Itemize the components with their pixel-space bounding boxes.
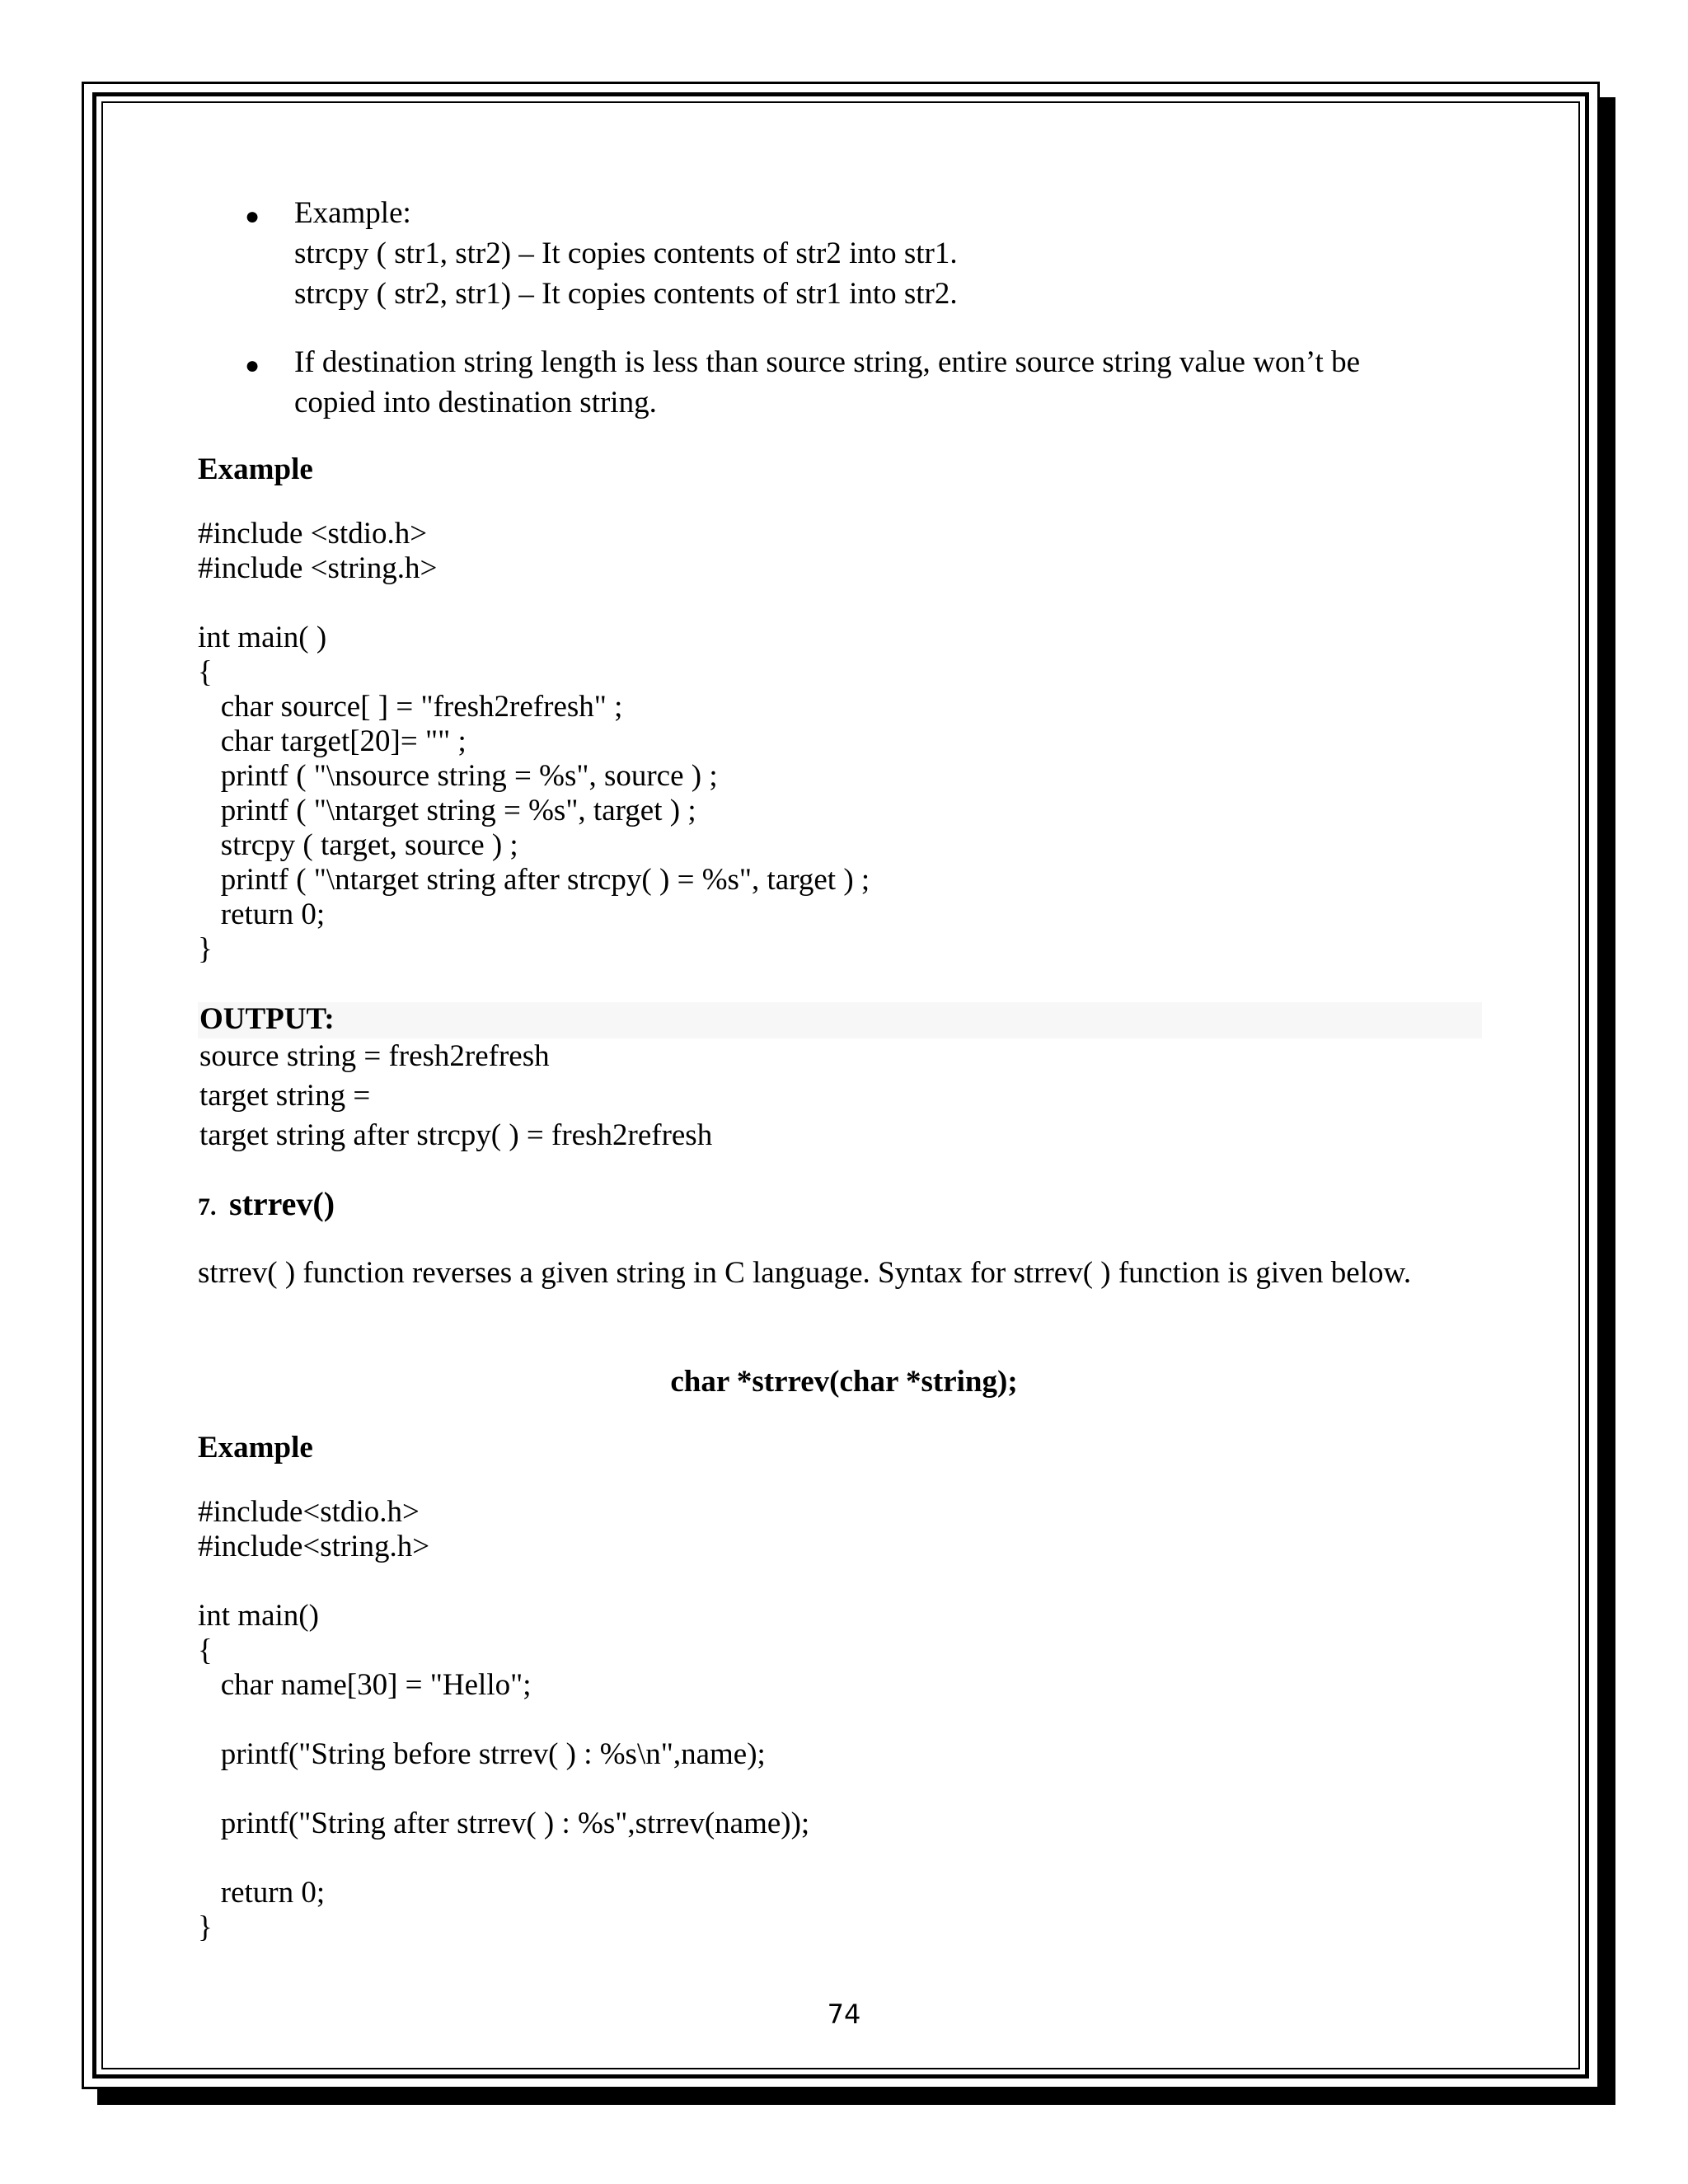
section-number: 7. [198, 1193, 217, 1221]
example-1-heading: Example [198, 452, 313, 486]
code-line: char target[20]= "" ; [198, 724, 467, 758]
code-line: char source[ ] = "fresh2refresh" ; [198, 690, 623, 724]
code-line: #include <stdio.h> [198, 517, 428, 551]
output-heading-band [198, 1002, 1482, 1038]
bullet-1-line-3: strcpy ( str2, str1) – It copies contents of str1 into str2. [294, 277, 958, 311]
section-description: strrev( ) function reverses a given string in C language. Syntax for strrev( ) function is given below. [198, 1256, 1412, 1290]
code-line: printf ( "\ntarget string = %s", target ) ; [198, 794, 696, 827]
code-line: #include<string.h> [198, 1530, 430, 1563]
code-line: #include<stdio.h> [198, 1495, 420, 1529]
code-line: } [198, 1910, 213, 1944]
code-line: return 0; [198, 1876, 326, 1910]
bullet-1-line-2: strcpy ( str1, str2) – It copies contents of str2 into str1. [294, 237, 958, 270]
code-line: strcpy ( target, source ) ; [198, 828, 518, 862]
code-line: #include <string.h> [198, 551, 438, 585]
bullet-dot: ● [245, 203, 260, 230]
output-heading: OUTPUT: [199, 1002, 335, 1036]
output-line: source string = fresh2refresh [199, 1039, 550, 1073]
code-line: { [198, 655, 213, 689]
code-line: int main( ) [198, 621, 327, 654]
code-line: { [198, 1633, 213, 1667]
bullet-2-line-2: copied into destination string. [294, 386, 657, 419]
code-line: printf ( "\ntarget string after strcpy( ) = %s", target ) ; [198, 863, 870, 897]
bullet-2-line-1: If destination string length is less than source string, entire source string value won’t be [294, 345, 1361, 379]
output-line: target string = [199, 1079, 371, 1113]
code-line: printf ( "\nsource string = %s", source ) ; [198, 759, 718, 793]
bullet-dot: ● [245, 352, 260, 379]
syntax-line: char *strrev(char *string); [670, 1365, 1018, 1399]
bullet-1-line-1: Example: [294, 196, 411, 230]
code-line: return 0; [198, 898, 326, 931]
example-2-heading: Example [198, 1431, 313, 1465]
code-line: char name[30] = "Hello"; [198, 1668, 532, 1702]
code-line: int main() [198, 1599, 319, 1633]
output-line: target string after strcpy( ) = fresh2refresh [199, 1118, 713, 1152]
code-line: printf("String after strrev( ) : %s",strrev(name)); [198, 1807, 810, 1840]
section-title: strrev() [229, 1185, 335, 1222]
page-number: 74 [827, 1999, 861, 2030]
code-line: printf("String before strrev( ) : %s\n",name); [198, 1737, 766, 1771]
code-line: } [198, 932, 213, 966]
